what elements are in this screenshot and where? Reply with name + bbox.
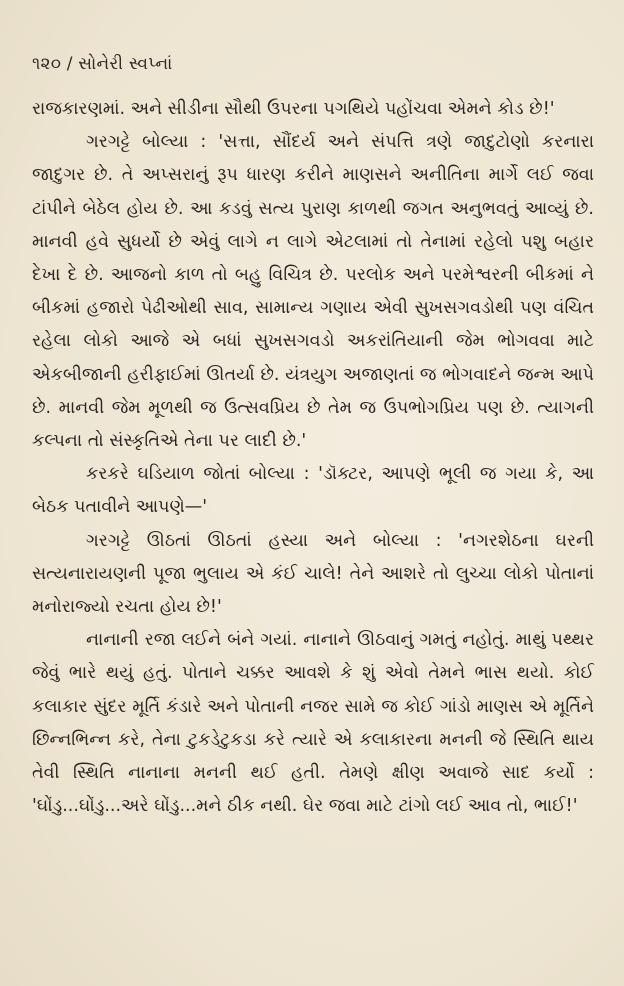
paragraph-gargatte-reply: ગરગટ્ટે ઊઠતાં ઊઠતાં હસ્યા અને બોલ્યા : 'નગરશેઠના ઘરની સત્યનારાયણની પૂજા ભુલાય એ કંઈ ચાલે! તેને આશરે તો લુચ્ચા લોકો પોતાનાં મનોરાજ્યો રચતા હોય છે!' <box>32 530 594 618</box>
body-text <box>32 93 594 823</box>
paragraph-nana: નાનાની રજા લઈને બંને ગયાં. નાનાને ઊઠવાનું ગમતું નહોતું. માથું પથ્થર જેવું ભારે થયું હતું. પોતાને ચક્કર આવશે કે શું એવો તેમને ભાસ થયો. કોઈ કલાકાર સુંદર મૂર્તિ કંડારે અને પોતાની નજર સામે જ કોઈ ગાંડો માણસ એ મૂર્તિને છિન્નભિન્ન કરે, તેના ટુકડેટુકડા કરે ત્યારે એ કલાકારના મનની જે સ્થિતિ થાય તેવી સ્થિતિ નાનાના મનની થઈ હતી. તેમણે ક્ષીણ અવાજે સાદ કર્યો : 'ઘોંડુ...ઘોંડુ...અરે ઘોંડુ...મને ઠીક નથી. ઘેર જવા માટે ટાંગો લઈ આવ તો, ભાઈ!' <box>32 630 594 817</box>
running-head: ૧૨૦ / સોનેરી સ્વપ્નાં <box>32 54 173 74</box>
paragraph-karkare-speech: કરકરે ઘડિયાળ જોતાં બોલ્યા : 'ડૉક્ટર, આપણે ભૂલી જ ગયા કે, આ બેઠક પતાવીને આપણે—' <box>32 464 594 518</box>
paragraph-gargatte-speech: ગરગટ્ટે બોલ્યા : 'સત્તા, સૌંદર્ય અને સંપત્તિ ત્રણે જાદુટોણો કરનારા જાદુગર છે. તે અપ્સરાનું રૂપ ધારણ કરીને માણસને અનીતિના માર્ગે લઈ જવા ટાંપીને બેઠેલ હોય છે. આ કડવું સત્ય પુરાણ કાળથી જગત અનુભવતું આવ્યું છે. માનવી હવે સુધર્યો છે એવું લાગે ન લાગે એટલામાં તો તેનામાં રહેલો પશુ બહાર દેખા દે છે. આજનો કાળ તો બહુ વિચિત્ર છે. પરલોક અને પરમેશ્વરની બીકમાં ને બીકમાં હજારો પેઢીઓથી સાવ, સામાન્ય ગણાય એવી સુખસગવડોથી પણ વંચિત રહેલા લોકો આજે એ બધાં સુખસગવડો અકરાંતિયાની જેમ ભોગવવા માટે એકબીજાની હરીફાઈમાં ઊતર્યા છે. યંત્રયુગ અજાણતાં જ ભોગવાદને જન્મ આપે છે. માનવી જેમ મૂળથી જ ઉત્સવપ્રિય છે તેમ જ ઉપભોગપ્રિય પણ છે. ત્યાગની કલ્પના તો સંસ્કૃતિએ તેના પર લાદી છે.' <box>32 132 594 452</box>
paragraph-continuation: રાજકારણમાં. અને સીડીના સૌથી ઉપરના પગથિયે પહોંચવા એમને કોડ છે!' <box>32 99 555 119</box>
